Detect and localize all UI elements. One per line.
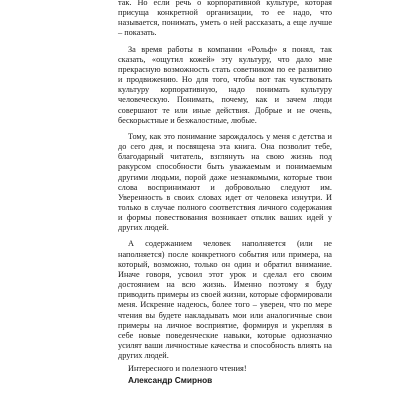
- paragraph-book-purpose: Тому, как это понимание зарождалось у меня с детства и до сего дня, и посвящена эта книга. Она позволит тебе, благодарный читатель, взглянуть на свою жизнь под ракурсом способности быть уважаемым и понимаемым другими людьми, порой даже незнакомыми, которые твои слова воспринимают и добровольно следуют им. Уверенность в своих словах идет от человека изнутри. И только в случае полного соответствия личного содержания и формы повествования возникает отклик ваших идей у других людей.: [118, 131, 332, 233]
- closing-line: Интересного и полезного чтения!: [128, 364, 247, 374]
- paragraph-examples: А содержанием человек наполняется (или не наполняется) после конкретного события или примера, на который, возможно, только он один и обратил внимание. Иначе говоря, усвоил этот урок и сделал его своим достоянием на всю жизнь. Именно поэтому я буду приводить примеры из своей жизни, которые сформировали меня. Искренне надеюсь, более того – уверен, что по мере чтения вы будете накладывать мои или аналогичные свои примеры на личное восприятие, формируя и укрепляя в себе новые поведенческие навыки, которые однозначно усилят ваши личностные качества и способность влиять на других людей.: [118, 239, 332, 361]
- author-signature: Александр Смирнов: [128, 375, 213, 386]
- paragraph-continuation: так. Но если речь о корпоративной культуре, которая присуща конкретной организации, то ее надо, что называется, понимать, уметь о ней рассказать, а еще лучше – показать.: [118, 0, 332, 38]
- book-page: [118, 0, 332, 386]
- paragraph-rolf: За время работы в компании «Рольф» я понял, так сказать, «ощутил кожей» эту культуру, что дало мне прекрасную возможность стать советником по ее развитию и продвижению. Но для того, чтобы вот так чувствовать культуру корпоративную, надо понимать культуру человеческую. Понимать, почему, как и зачем люди совершают те или иные действия. Добрые и не очень, бескорыстные и безжалостные, любые.: [118, 44, 332, 125]
